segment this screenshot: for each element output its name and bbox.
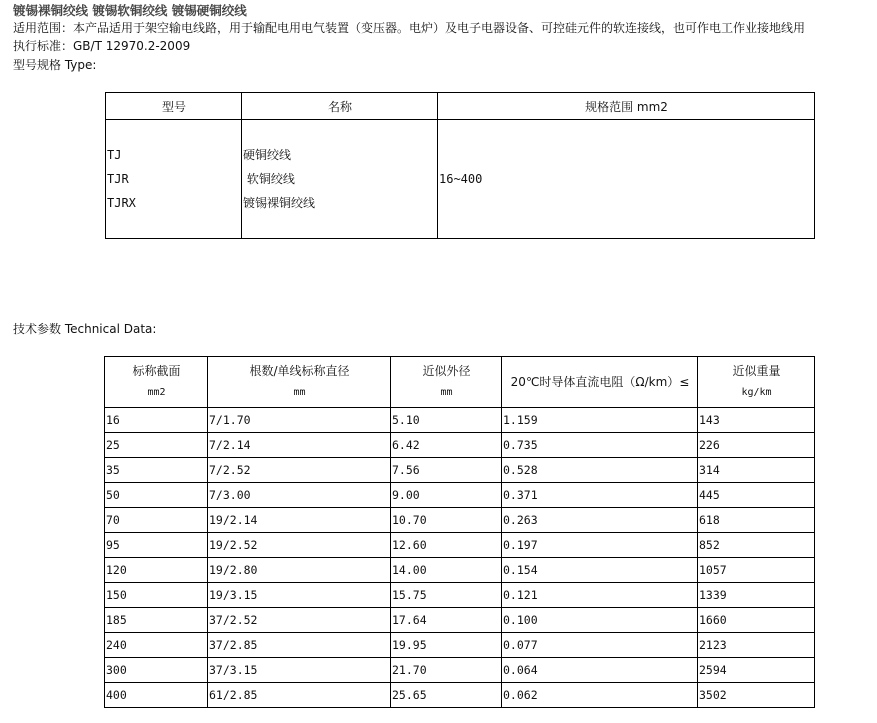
table-cell: 226 bbox=[698, 433, 815, 458]
table-cell: 50 bbox=[105, 483, 208, 508]
table-cell: 0.064 bbox=[502, 658, 698, 683]
tech-table bbox=[104, 356, 815, 708]
table-row bbox=[105, 433, 815, 458]
table-row bbox=[105, 683, 815, 708]
table-cell: 12.60 bbox=[391, 533, 502, 558]
table-cell: 0.062 bbox=[502, 683, 698, 708]
table-cell: 21.70 bbox=[391, 658, 502, 683]
tech-header-line1: 20℃时导体直流电阻（Ω/km）≤ bbox=[510, 375, 690, 389]
table-cell: 19/2.14 bbox=[208, 508, 391, 533]
table-cell: 0.371 bbox=[502, 483, 698, 508]
tech-header-2 bbox=[391, 357, 502, 408]
table-cell: 14.00 bbox=[391, 558, 502, 583]
table-cell: 852 bbox=[698, 533, 815, 558]
name-item: 镀锡裸铜绞线 bbox=[243, 196, 316, 210]
table-row bbox=[105, 483, 815, 508]
table-cell: 314 bbox=[698, 458, 815, 483]
tech-data-label: 技术参数 Technical Data: bbox=[13, 322, 157, 336]
scope-text: 适用范围：本产品适用于架空输电线路，用于输配电用电气装置（变压器。电炉）及电子电器设备、可控硅元件的软连接线，也可作电工作业接地线用 bbox=[13, 21, 806, 35]
table-cell: 185 bbox=[105, 608, 208, 633]
table-cell: 10.70 bbox=[391, 508, 502, 533]
table-cell: 445 bbox=[698, 483, 815, 508]
table-cell: 70 bbox=[105, 508, 208, 533]
standard-text: 执行标准：GB/T 12970.2-2009 bbox=[13, 39, 191, 53]
table-cell: 1057 bbox=[698, 558, 815, 583]
table-cell: 400 bbox=[105, 683, 208, 708]
table-cell: 25 bbox=[105, 433, 208, 458]
tech-header-4 bbox=[698, 357, 815, 408]
tech-header-line1: 近似重量 bbox=[732, 364, 781, 378]
table-cell: 19.95 bbox=[391, 633, 502, 658]
model-item: TJR bbox=[107, 172, 129, 186]
tech-header-0 bbox=[105, 357, 208, 408]
table-row bbox=[105, 458, 815, 483]
table-cell: 61/2.85 bbox=[208, 683, 391, 708]
table-row bbox=[105, 558, 815, 583]
table-cell: 19/2.52 bbox=[208, 533, 391, 558]
table-cell: 25.65 bbox=[391, 683, 502, 708]
table-cell: 143 bbox=[698, 408, 815, 433]
table-cell: 0.077 bbox=[502, 633, 698, 658]
table-cell: 240 bbox=[105, 633, 208, 658]
table-row bbox=[105, 583, 815, 608]
types-header-name: 名称 bbox=[242, 93, 438, 120]
table-row bbox=[105, 508, 815, 533]
table-cell: 0.197 bbox=[502, 533, 698, 558]
table-cell: 19/3.15 bbox=[208, 583, 391, 608]
table-cell: 150 bbox=[105, 583, 208, 608]
model-item: TJ bbox=[107, 148, 122, 162]
tech-header-1 bbox=[208, 357, 391, 408]
table-cell: 0.528 bbox=[502, 458, 698, 483]
tech-header-3 bbox=[502, 357, 698, 408]
tech-header-line1: 标称截面 bbox=[132, 364, 181, 378]
tech-header-unit: mm2 bbox=[147, 387, 166, 398]
table-cell: 37/2.52 bbox=[208, 608, 391, 633]
table-cell: 16 bbox=[105, 408, 208, 433]
table-cell: 300 bbox=[105, 658, 208, 683]
name-item: 软铜绞线 bbox=[243, 172, 295, 186]
table-cell: 7.56 bbox=[391, 458, 502, 483]
tech-header-unit: kg/km bbox=[741, 387, 772, 398]
table-cell: 7/1.70 bbox=[208, 408, 391, 433]
types-header-model: 型号 bbox=[106, 93, 242, 120]
table-cell: 0.263 bbox=[502, 508, 698, 533]
table-cell: 2123 bbox=[698, 633, 815, 658]
table-cell: 7/2.14 bbox=[208, 433, 391, 458]
tech-header-line1: 根数/单线标称直径 bbox=[249, 364, 350, 378]
table-cell: 95 bbox=[105, 533, 208, 558]
table-cell: 618 bbox=[698, 508, 815, 533]
table-row bbox=[105, 533, 815, 558]
types-models-cell bbox=[106, 120, 242, 239]
table-row bbox=[105, 658, 815, 683]
table-cell: 9.00 bbox=[391, 483, 502, 508]
table-cell: 15.75 bbox=[391, 583, 502, 608]
table-cell: 37/3.15 bbox=[208, 658, 391, 683]
table-row bbox=[105, 408, 815, 433]
types-table bbox=[105, 92, 815, 239]
tech-header-line1: 近似外径 bbox=[422, 364, 471, 378]
model-item: TJRX bbox=[107, 196, 136, 210]
model-spec-label: 型号规格 Type: bbox=[13, 58, 97, 72]
name-item: 硬铜绞线 bbox=[243, 148, 292, 162]
table-row bbox=[105, 633, 815, 658]
table-cell: 6.42 bbox=[391, 433, 502, 458]
table-cell: 5.10 bbox=[391, 408, 502, 433]
table-cell: 7/2.52 bbox=[208, 458, 391, 483]
types-range-cell: 16~400 bbox=[438, 120, 815, 239]
table-cell: 1.159 bbox=[502, 408, 698, 433]
table-cell: 3502 bbox=[698, 683, 815, 708]
table-cell: 0.735 bbox=[502, 433, 698, 458]
table-cell: 0.121 bbox=[502, 583, 698, 608]
table-row bbox=[105, 608, 815, 633]
table-cell: 2594 bbox=[698, 658, 815, 683]
types-names-cell bbox=[242, 120, 438, 239]
tech-header-unit: mm bbox=[440, 387, 453, 398]
table-cell: 17.64 bbox=[391, 608, 502, 633]
table-cell: 120 bbox=[105, 558, 208, 583]
page-title: 镀锡裸铜绞线 镀锡软铜绞线 镀锡硬铜绞线 bbox=[13, 3, 247, 18]
table-cell: 37/2.85 bbox=[208, 633, 391, 658]
tech-header-unit: mm bbox=[293, 387, 306, 398]
table-cell: 7/3.00 bbox=[208, 483, 391, 508]
table-cell: 1339 bbox=[698, 583, 815, 608]
table-cell: 0.154 bbox=[502, 558, 698, 583]
table-cell: 0.100 bbox=[502, 608, 698, 633]
table-cell: 35 bbox=[105, 458, 208, 483]
table-cell: 19/2.80 bbox=[208, 558, 391, 583]
table-cell: 1660 bbox=[698, 608, 815, 633]
types-header-range: 规格范围 mm2 bbox=[438, 93, 815, 120]
